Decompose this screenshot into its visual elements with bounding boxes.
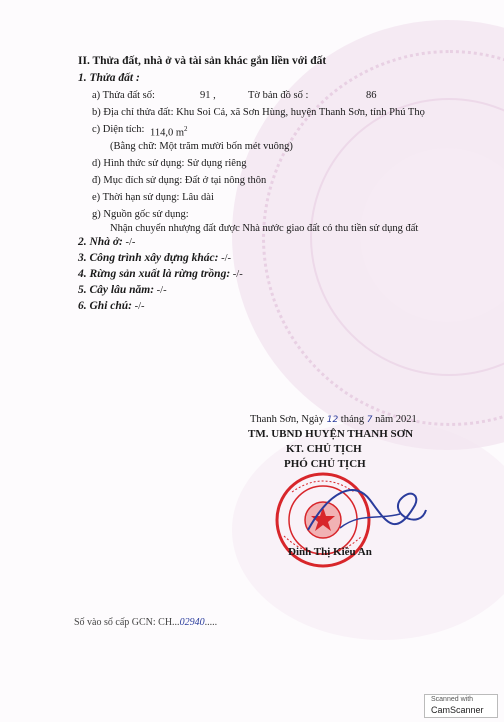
item-planted-forest: 4. Rừng sản xuất là rừng trồng: -/- (78, 268, 243, 280)
item-perennial-trees: 5. Cây lâu năm: -/- (78, 284, 167, 296)
signing-kt: KT. CHỦ TỊCH (286, 443, 362, 455)
map-sheet-label: Tờ bản đồ số : (248, 90, 309, 101)
signing-date: Thanh Sơn, Ngày 12 tháng 7 năm 2021 (250, 414, 417, 425)
map-sheet-value: 86 (366, 90, 377, 101)
item-other-construction: 3. Công trình xây dựng khác: -/- (78, 252, 231, 264)
item-house: 2. Nhà ở: -/- (78, 236, 136, 248)
certificate-registry-number: Số vào sổ cấp GCN: CH...02940..... (74, 617, 218, 628)
origin-label: g) Nguồn gốc sử dụng: (92, 209, 189, 220)
land-address: b) Địa chỉ thửa đất: Khu Soi Cả, xã Sơn Hùng, huyện Thanh Sơn, tỉnh Phú Thọ (92, 107, 425, 118)
area-in-words: (Bằng chữ: Một trăm mười bốn mét vuông) (110, 141, 293, 152)
signing-organization: TM. UBND HUYỆN THANH SƠN (248, 428, 414, 440)
handwritten-signature (300, 470, 430, 550)
parcel-no-value: 91 , (200, 90, 216, 101)
signing-title: PHÓ CHỦ TỊCH (284, 458, 366, 470)
origin-value: Nhận chuyển nhượng đất được Nhà nước giao đất có thu tiền sử dụng đất (110, 223, 419, 234)
badge-scanned-with: Scanned with (431, 696, 474, 703)
area-label: c) Diện tích: (92, 124, 145, 135)
usage-purpose: đ) Mục đích sử dụng: Đất ở tại nông thôn (92, 175, 267, 186)
camscanner-badge (424, 694, 498, 718)
item-notes: 6. Ghi chú: -/- (78, 300, 145, 312)
usage-form: d) Hình thức sử dụng: Sử dụng riêng (92, 158, 247, 169)
usage-duration: e) Thời hạn sử dụng: Lâu dài (92, 192, 214, 203)
signer-name: Đinh Thị Kiều An (288, 546, 372, 558)
section-title: II. Thửa đất, nhà ở và tài sản khác gắn liền với đất (78, 55, 327, 67)
parcel-no-label: a) Thửa đất số: (92, 90, 155, 101)
area-value: 114,0 $m^2$ (150, 125, 188, 139)
badge-camscanner: CamScanner (431, 705, 484, 715)
land-heading: 1. Thửa đất : (78, 72, 140, 84)
